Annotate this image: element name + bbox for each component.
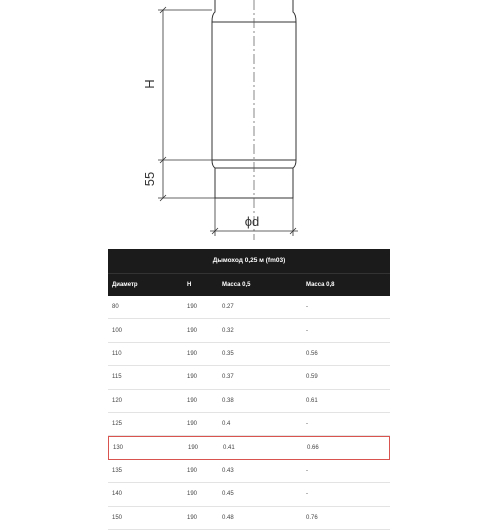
cell-mass-05: 0.45 (222, 491, 234, 498)
cell-diameter: 80 (112, 304, 119, 311)
cell-diameter: 150 (112, 514, 123, 521)
table-row (108, 319, 390, 342)
cell-mass-08: 0.76 (306, 514, 318, 521)
table-body (108, 296, 390, 530)
table-row (108, 390, 390, 413)
cell-mass-05: 0.4 (222, 421, 231, 428)
cell-h: 190 (187, 397, 198, 404)
spec-table (108, 249, 390, 530)
cell-h: 190 (187, 327, 198, 334)
cell-mass-05: 0.27 (222, 304, 234, 311)
cell-mass-05: 0.37 (222, 374, 234, 381)
pipe-drawing (0, 0, 500, 245)
cell-mass-08: 0.56 (306, 350, 318, 357)
cell-h: 190 (187, 491, 198, 498)
header-mass-08: Масса 0,8 (306, 282, 335, 288)
table-row (108, 507, 390, 530)
cell-mass-08: - (306, 467, 308, 474)
cell-mass-08: - (306, 421, 308, 428)
cell-mass-05: 0.35 (222, 350, 234, 357)
cell-diameter: 135 (112, 467, 123, 474)
cell-diameter: 115 (112, 374, 122, 381)
cell-mass-05: 0.48 (222, 514, 234, 521)
cell-diameter: 100 (112, 327, 123, 334)
header-h: H (187, 282, 192, 288)
header-mass-05: Масса 0,5 (222, 282, 251, 288)
table-title: Дымоход 0,25 м (fm03) (108, 249, 390, 273)
cell-h: 190 (187, 421, 198, 428)
cell-mass-05: 0.43 (222, 467, 234, 474)
cell-mass-08: - (306, 304, 308, 311)
table-row (108, 343, 390, 366)
cell-h: 190 (188, 445, 199, 452)
cell-diameter: 110 (112, 350, 122, 357)
table-row (108, 366, 390, 389)
table-row (108, 483, 390, 506)
cell-mass-08: 0.66 (307, 445, 319, 452)
cell-h: 190 (187, 467, 198, 474)
dim-d-label: ϕd (244, 214, 260, 229)
table-header (108, 273, 390, 296)
cell-diameter: 120 (112, 397, 123, 404)
dim-55-label: 55 (142, 171, 157, 187)
header-diameter: Диаметр (112, 282, 138, 288)
dim-h-label: H (142, 79, 157, 89)
cell-diameter: 140 (112, 491, 123, 498)
cell-mass-08: 0.61 (306, 397, 318, 404)
cell-h: 190 (187, 304, 198, 311)
table-row (108, 460, 390, 483)
cell-diameter: 130 (113, 445, 124, 452)
cell-mass-08: 0.59 (306, 374, 318, 381)
cell-h: 190 (187, 374, 198, 381)
table-row (108, 413, 390, 436)
cell-mass-05: 0.38 (222, 397, 234, 404)
table-row (108, 296, 390, 319)
cell-h: 190 (187, 350, 198, 357)
table-row-highlighted (108, 436, 390, 459)
cell-diameter: 125 (112, 421, 123, 428)
cell-mass-05: 0.32 (222, 327, 234, 334)
cell-mass-05: 0.41 (223, 445, 235, 452)
cell-mass-08: - (306, 327, 308, 334)
cell-h: 190 (187, 514, 198, 521)
cell-mass-08: - (306, 491, 308, 498)
